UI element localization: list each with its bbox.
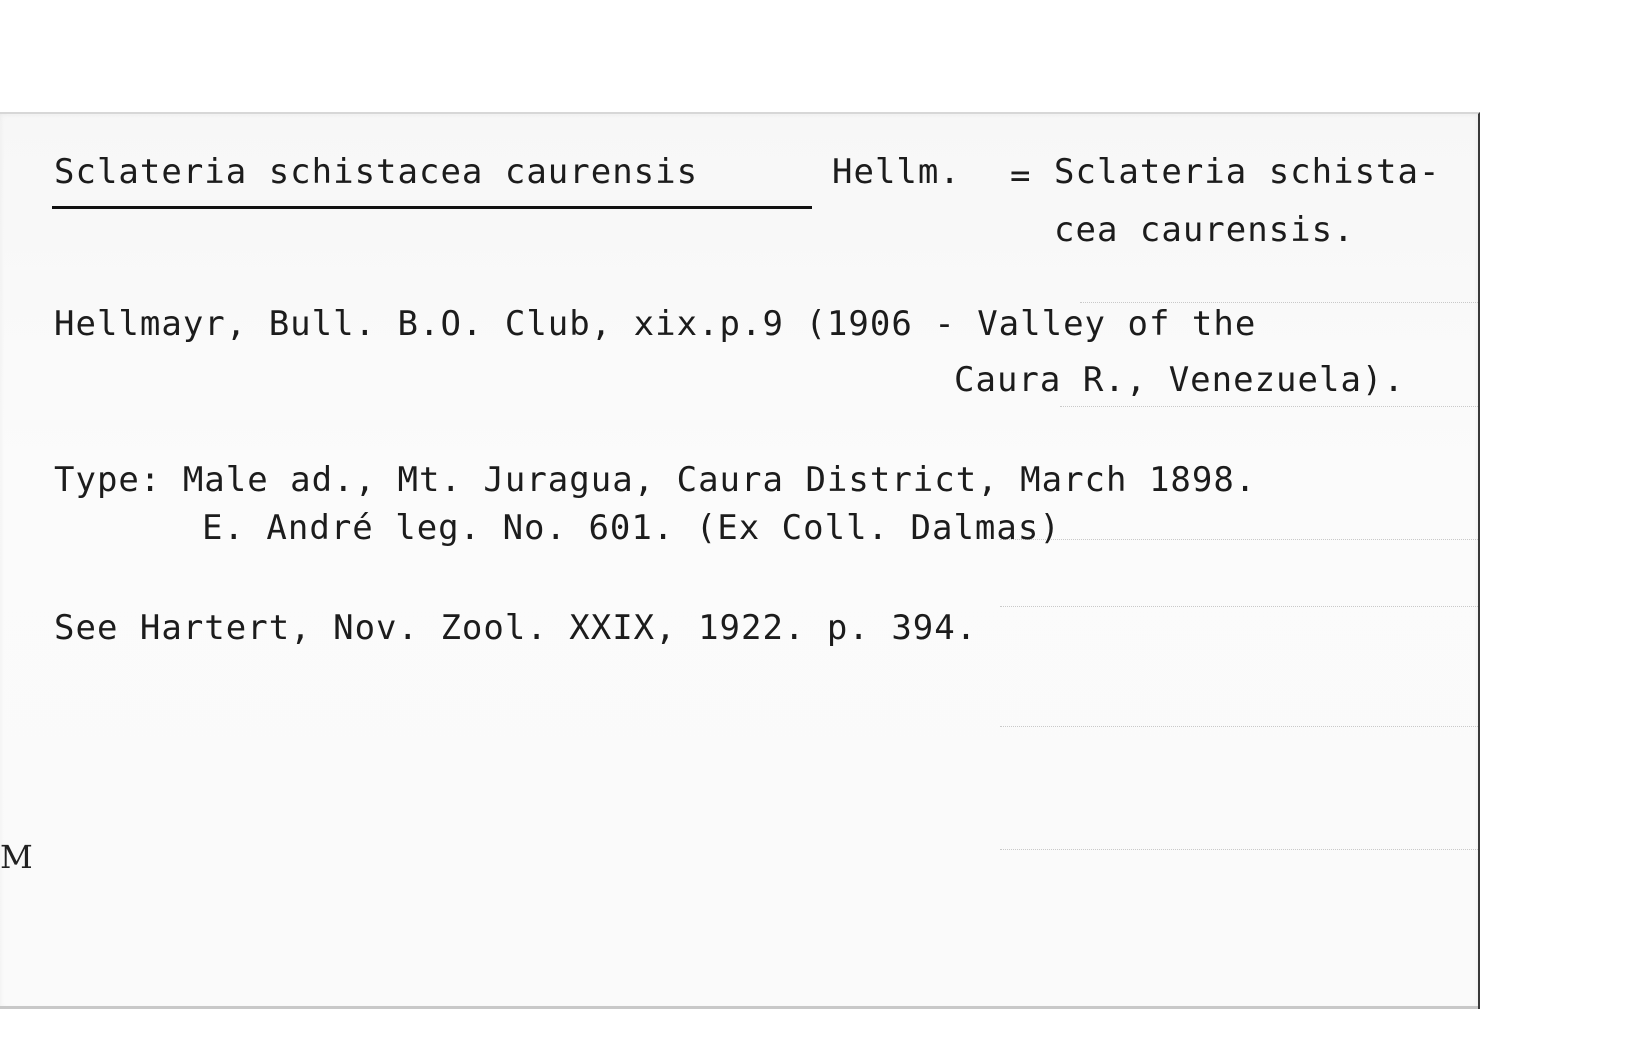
guide-line xyxy=(1080,302,1478,303)
card-edge xyxy=(0,1006,1478,1009)
margin-letter: M xyxy=(0,838,33,876)
title-author: Hellm. xyxy=(832,152,961,192)
see-reference: See Hartert, Nov. Zool. XXIX, 1922. p. 394. xyxy=(54,608,978,648)
title-underlined: Sclateria schistacea caurensis xyxy=(54,152,699,192)
reference-line2: Caura R., Venezuela). xyxy=(954,360,1405,400)
type-line2: E. André leg. No. 601. (Ex Coll. Dalmas) xyxy=(202,508,1061,548)
title-underline xyxy=(52,206,812,209)
guide-line xyxy=(1000,539,1478,540)
guide-line xyxy=(1000,849,1478,850)
title-alt-line2: cea caurensis. xyxy=(1054,210,1355,250)
guide-line xyxy=(1060,406,1478,407)
guide-line xyxy=(1000,726,1478,727)
title-alt-line1: Sclateria schista- xyxy=(1054,152,1441,192)
type-line1: Type: Male ad., Mt. Juragua, Caura District, March 1898. xyxy=(54,460,1257,500)
title-separator: = xyxy=(1010,156,1032,196)
reference-line1: Hellmayr, Bull. B.O. Club, xix.p.9 (1906 - Valley of the xyxy=(54,304,1257,344)
guide-line xyxy=(1000,606,1478,607)
